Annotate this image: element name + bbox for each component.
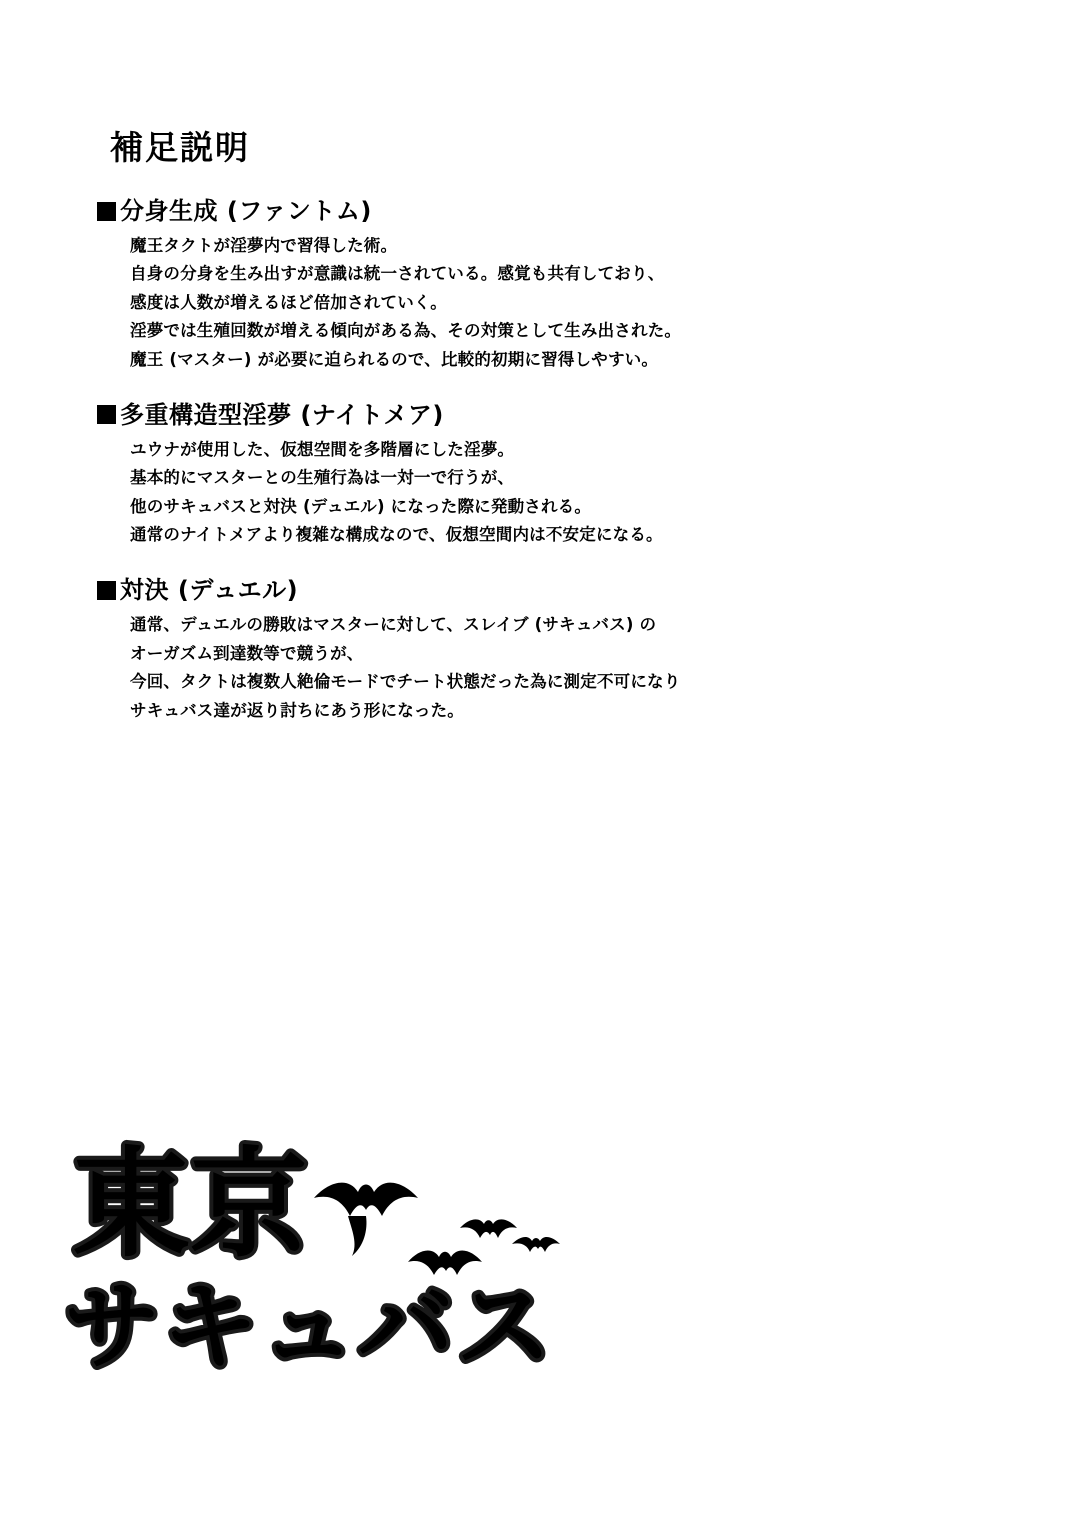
logo-line-1: 東京	[72, 1135, 309, 1273]
body-line: 感度は人数が増えるほど倍加されていく。	[130, 292, 447, 312]
logo-line-2: サキュバス	[64, 1271, 554, 1383]
section-heading	[97, 400, 957, 430]
section-duel	[97, 575, 957, 725]
title-logo	[52, 1120, 612, 1410]
body-line: 今回、タクトは複数人絶倫モードでチート状態だった為に測定不可になり	[130, 672, 681, 692]
body-line: 魔王 (マスター) が必要に迫られるので、比較的初期に習得しやすい。	[130, 349, 659, 369]
section-body	[130, 611, 957, 725]
section-heading-text: 対決 (デュエル)	[120, 576, 299, 605]
section-heading	[97, 575, 957, 605]
section-body	[130, 232, 957, 374]
body-line: ユウナが使用した、仮想空間を多階層にした淫夢。	[130, 439, 515, 459]
body-line: 自身の分身を生み出すが意識は統一されている。感覚も共有しており、	[130, 264, 665, 284]
square-bullet-icon	[97, 405, 116, 424]
body-line: 他のサキュバスと対決 (デュエル) になった際に発動される。	[130, 496, 592, 516]
body-line: サキュバス達が返り討ちにあう形になった。	[130, 700, 464, 720]
section-heading-text: 分身生成 (ファントム)	[120, 197, 372, 225]
page-title: 補足説明	[110, 128, 250, 167]
square-bullet-icon	[97, 581, 116, 600]
section-heading-text: 多重構造型淫夢 (ナイトメア)	[120, 400, 444, 429]
bat-icon	[314, 1183, 418, 1256]
sections-container	[97, 196, 957, 751]
body-line: 通常のナイトメアより複雑な構成なので、仮想空間内は不安定になる。	[130, 525, 663, 544]
section-phantom	[97, 196, 957, 374]
logo-artwork	[52, 1120, 612, 1410]
bat-icon	[512, 1237, 560, 1252]
body-line: 基本的にマスターとの生殖行為は一対一で行うが、	[130, 468, 515, 488]
bat-icon	[460, 1219, 517, 1238]
square-bullet-icon	[97, 202, 116, 221]
body-line: 淫夢では生殖回数が増える傾向がある為、その対策として生み出された。	[130, 321, 682, 341]
body-line: オーガズム到達数等で競うが、	[130, 643, 364, 663]
body-line: 魔王タクトが淫夢内で習得した術。	[130, 236, 398, 255]
section-nightmare	[97, 400, 957, 550]
body-line: 通常、デュエルの勝敗はマスターに対して、スレイブ (サキュバス) の	[130, 615, 657, 635]
section-body	[130, 436, 957, 550]
section-heading	[97, 196, 957, 226]
